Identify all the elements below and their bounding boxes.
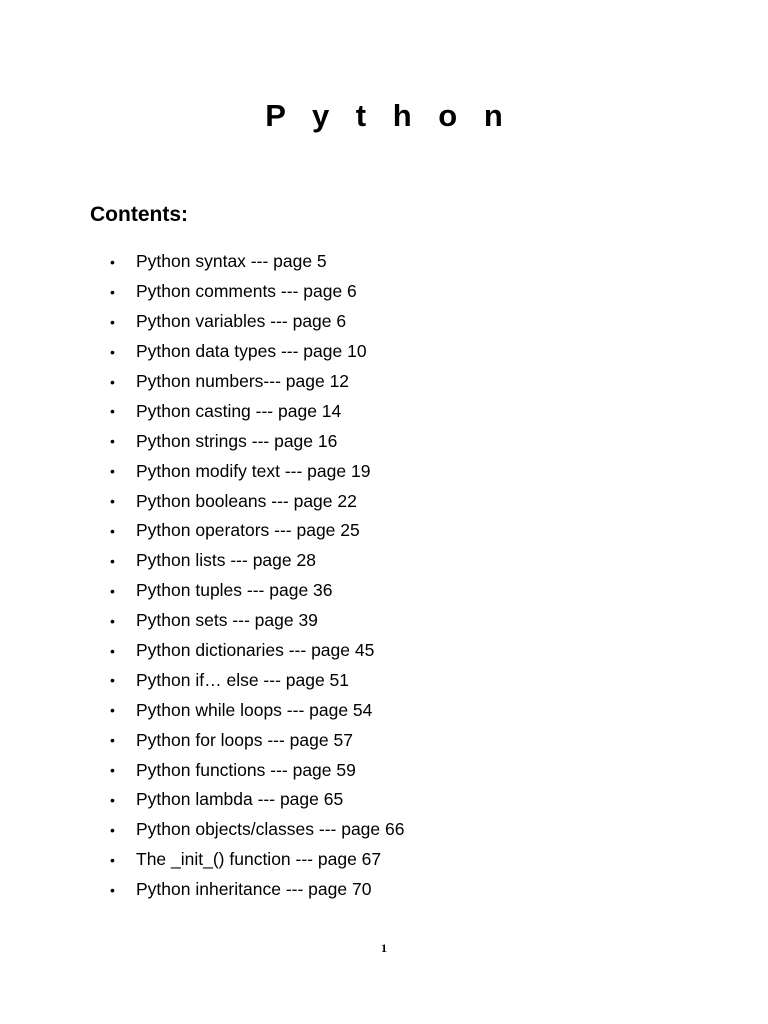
bullet-icon: • — [110, 463, 115, 480]
toc-item-text: Python while loops --- page 54 — [136, 699, 373, 720]
toc-item-text: Python objects/classes --- page 66 — [136, 819, 405, 840]
bullet-icon: • — [110, 313, 115, 330]
toc-item — [110, 845, 404, 875]
toc-item-text: Python strings --- page 16 — [136, 430, 338, 451]
bullet-icon: • — [110, 493, 115, 510]
toc-item — [110, 695, 404, 725]
toc-item — [110, 875, 404, 905]
bullet-icon: • — [110, 791, 115, 808]
page-number: 1 — [381, 941, 387, 955]
bullet-icon: • — [110, 762, 115, 779]
toc-item — [110, 337, 404, 367]
toc-item-text: The _init_() function --- page 67 — [136, 849, 382, 870]
toc-item — [110, 307, 404, 337]
toc-item — [110, 247, 404, 277]
toc-item-text: Python numbers--- page 12 — [136, 371, 350, 391]
toc-item-text: Python casting --- page 14 — [136, 400, 342, 421]
toc-item-text: Python sets --- page 39 — [136, 610, 318, 631]
bullet-icon: • — [110, 732, 115, 749]
toc-item — [110, 755, 404, 785]
bullet-icon: • — [110, 343, 115, 360]
toc-item — [110, 456, 404, 486]
bullet-icon: • — [110, 612, 115, 629]
toc-item — [110, 396, 404, 426]
toc-item-text: Python tuples --- page 36 — [136, 580, 333, 601]
document-title: P y t h o n — [265, 98, 512, 133]
bullet-icon: • — [110, 403, 115, 420]
toc-item-text: Python if… else --- page 51 — [136, 669, 350, 690]
toc-item — [110, 725, 404, 755]
toc-item — [110, 486, 404, 516]
bullet-icon: • — [110, 851, 115, 868]
contents-heading: Contents: — [90, 203, 188, 226]
bullet-icon: • — [110, 582, 115, 599]
bullet-icon: • — [110, 253, 115, 270]
toc-item — [110, 426, 404, 456]
bullet-icon: • — [110, 552, 115, 569]
toc-item-text: Python dictionaries --- page 45 — [136, 640, 375, 661]
toc-item-text: Python modify text --- page 19 — [136, 460, 371, 481]
toc-item-text: Python comments --- page 6 — [136, 281, 357, 302]
toc-item — [110, 576, 404, 606]
bullet-icon: • — [110, 373, 115, 390]
toc-item — [110, 665, 404, 695]
toc-item-text: Python functions --- page 59 — [136, 759, 356, 780]
toc-item-text: Python booleans --- page 22 — [136, 490, 357, 511]
toc-item — [110, 785, 404, 815]
toc-item — [110, 546, 404, 576]
toc-item-text: Python variables --- page 6 — [136, 311, 347, 332]
toc-item — [110, 815, 404, 845]
bullet-icon: • — [110, 522, 115, 539]
toc-item-text: Python lists --- page 28 — [136, 550, 316, 571]
toc-item-text: Python syntax --- page 5 — [136, 251, 327, 272]
toc-item — [110, 367, 404, 397]
bullet-icon: • — [110, 881, 115, 898]
toc-item-text: Python operators --- page 25 — [136, 520, 360, 541]
toc-item — [110, 277, 404, 307]
toc-item — [110, 636, 404, 666]
toc-item — [110, 516, 404, 546]
toc-item-text: Python for loops --- page 57 — [136, 729, 353, 750]
bullet-icon: • — [110, 283, 115, 300]
bullet-icon: • — [110, 702, 115, 719]
toc-item — [110, 606, 404, 636]
table-of-contents — [110, 247, 404, 905]
toc-item-text: Python lambda --- page 65 — [136, 789, 344, 810]
bullet-icon: • — [110, 433, 115, 450]
bullet-icon: • — [110, 672, 115, 689]
toc-item-text: Python inheritance --- page 70 — [136, 879, 372, 900]
bullet-icon: • — [110, 821, 115, 838]
bullet-icon: • — [110, 642, 115, 659]
toc-item-text: Python data types --- page 10 — [136, 341, 367, 362]
